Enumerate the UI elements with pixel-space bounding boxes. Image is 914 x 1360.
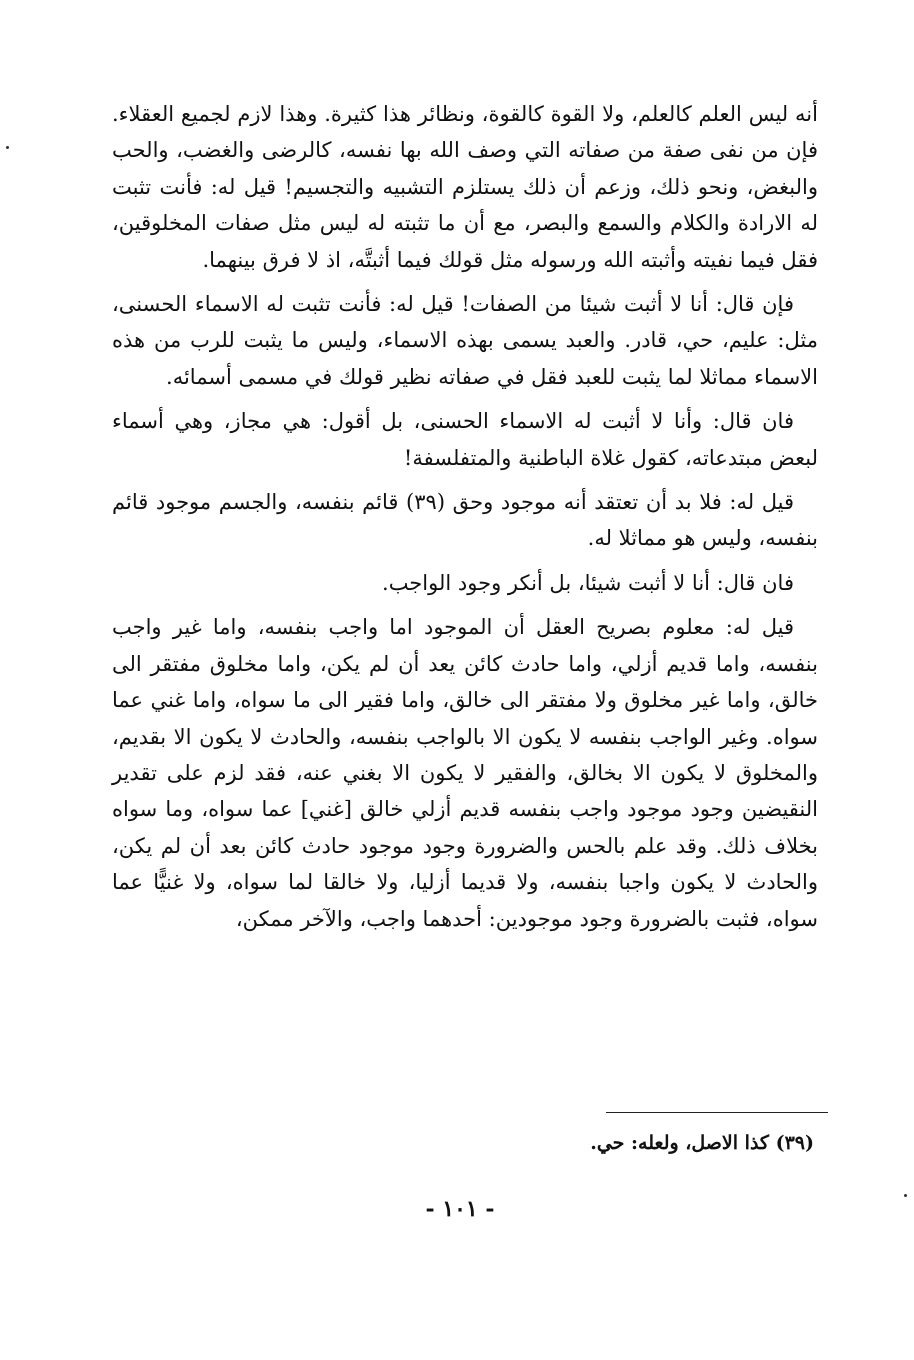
body-text bbox=[112, 96, 818, 937]
paragraph-3: فان قال: وأنا لا أثبت له الاسماء الحسنى، بل أقول: هي مجاز، وهي أسماء لبعض مبتدعاته، كقول غلاة الباطنية والمتفلسفة! bbox=[112, 409, 818, 470]
footnote-divider bbox=[606, 1112, 828, 1113]
paragraph-2: فإن قال: أنا لا أثبت شيئا من الصفات! قيل له: فأنت تثبت له الاسماء الحسنى، مثل: عليم، حي، قادر. والعبد يسمى بهذه الاسماء، وليس ما يثبت للرب من هذه الاسماء مماثلا لما يثبت للعبد فقل في صفاته نظير قولك في مسمى أسمائه. bbox=[112, 292, 818, 389]
scan-speck-left bbox=[6, 146, 9, 149]
footnote: (٣٩) كذا الاصل، ولعله: حي. bbox=[590, 1132, 814, 1154]
paragraph-5: فان قال: أنا لا أثبت شيئا، بل أنكر وجود الواجب. bbox=[382, 570, 794, 595]
page-number: - ١٠١ - bbox=[425, 1196, 495, 1222]
scan-speck-right bbox=[904, 1194, 907, 1197]
paragraph-6: قيل له: معلوم بصريح العقل أن الموجود اما واجب بنفسه، واما غير واجب بنفسه، واما قديم أزلي، واما حادث كائن يعد أن لم يكن، واما مخلوق مفتقر الى خالق، واما غير مخلوق ولا مفتقر الى خالق، واما فقير الى ما سواه، واما غني عما سواه. وغير الواجب بنفسه لا يكون الا بالواجب بنفسه، والحادث لا يكون الا بقديم، والمخلوق لا يكون الا بخالق، والفقير لا يكون الا بغني عنه، فقد لزم على تقدير النقيضين وجود موجود واجب بنفسه قديم أزلي خالق [غني] عما سواه، وما سواه بخلاف ذلك. وقد علم بالحس والضرورة وجود موجود حادث كائن بعد أن لم يكن، والحادث لا يكون واجبا بنفسه، ولا قديما أزليا، ولا خالقا لما سواه، ولا غنيًّا عما سواه، فثبت بالضرورة وجود موجودين: أحدهما واجب، والآخر ممكن، bbox=[112, 615, 818, 931]
paragraph-1: أنه ليس العلم كالعلم، ولا القوة كالقوة، ونظائر هذا كثيرة. وهذا لازم لجميع العقلاء. فإن من نفى صفة من صفاته التي وصف الله بها نفسه، كالرضى والغضب، والحب والبغض، ونحو ذلك، وزعم أن ذلك يستلزم التشبيه والتجسيم! قيل له: فأنت تثبت له الارادة والكلام والسمع والبصر، مع أن ما تثبته له ليس مثل صفات المخلوقين، فقل فيما نفيته وأثبته الله ورسوله مثل قولك فيما أثبتَّه، اذ لا فرق بينهما. bbox=[112, 102, 818, 272]
paragraph-4: قيل له: فلا بد أن تعتقد أنه موجود وحق (٣٩) قائم بنفسه، والجسم موجود قائم بنفسه، وليس هو مماثلا له. bbox=[112, 490, 818, 551]
